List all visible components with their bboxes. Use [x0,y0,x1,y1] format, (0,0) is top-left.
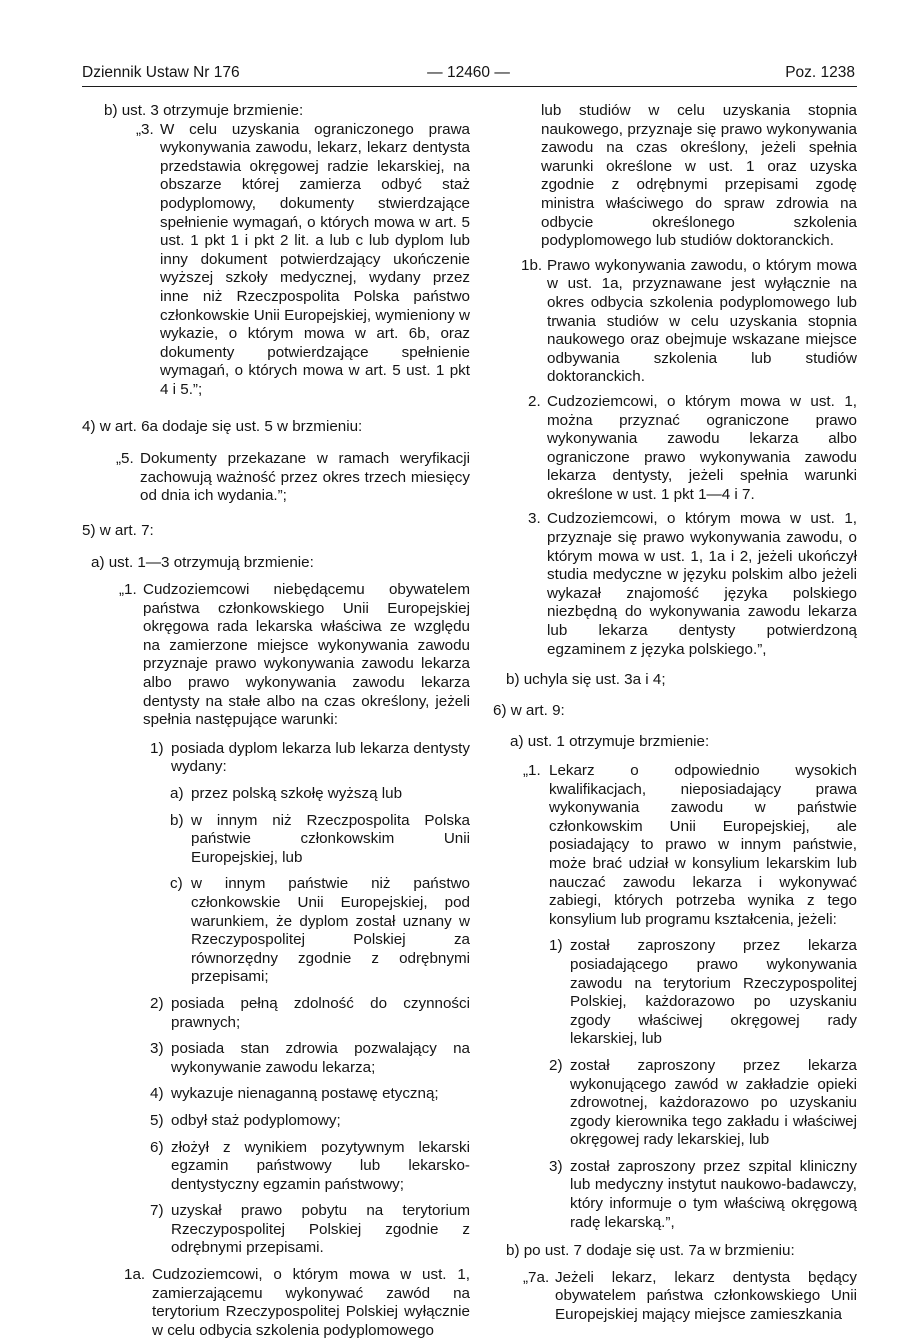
paragraph-text: został zaproszony przez lekarza wykonującego zawód w zakładzie opieki zdrowotnej, każdorazowo po uzyskaniu zgody kierownika tego zakładu i właściwej okręgowej rady lekarskiej, lub [570,1056,857,1149]
paragraph-label: „3. [136,120,154,138]
paragraph-q3r [528,510,857,659]
paragraph-label: 2) [150,994,164,1012]
paragraph-text: złożył z wynikiem pozytywnym lekarski egzamin państwowy lub lekarsko-dentystyczny egzamin państwowy; [171,1138,470,1193]
paragraph-text: Cudzoziemcowi niebędącemu obywatelem państwa członkowskiego Unii Europejskiej okręgowa rada lekarska właściwa ze względu na zamierzone miejsce wykonywania zawodu przyznaje prawo wykonywania zawodu lekarza albo prawo wykonywania zawodu lekarza dentysty na stałe albo na czas określony, jeżeli spełnia następujące warunki: [143,581,470,729]
paragraph-c1c [170,875,470,987]
paragraph-text: uzyskał prawo pobytu na terytorium Rzeczypospolitej Polskiej zgodnie z odrębnymi przepisami. [171,1202,470,1257]
paragraph-text: został zaproszony przez szpital kliniczny lub medyczny instytut naukowo-badawczy, który informuje o tym właściwą okręgową radę lekarską.”, [570,1157,857,1231]
paragraph-label: 1b. [521,256,543,274]
paragraph-b7a [506,1242,857,1261]
paragraph-q2 [528,393,857,505]
paragraph-q5 [116,450,470,506]
paragraph-q91 [523,762,857,929]
paragraph-text: w innym państwie niż państwo członkowskie Unii Europejskiej, pod warunkiem, że dyplom został uznany w Rzeczypospolitej Polskiej za równorzędny zgodnie z odrębnymi przepisami; [191,875,470,986]
paragraph-text: 5) w art. 7: [82,521,154,539]
paragraph-text: a) ust. 1—3 otrzymują brzmienie: [91,554,314,572]
paragraph-d1 [549,937,857,1049]
paragraph-label: „7a. [523,1268,550,1286]
paragraph-text: w innym niż Rzeczpospolita Polska państwie członkowskim Unii Europejskiej, lub [191,811,470,866]
paragraph-c1 [150,740,470,777]
right-column [493,102,857,1325]
paragraph-label: „1. [119,581,137,599]
paragraph-p4 [82,418,470,437]
paragraph-b3 [104,102,470,121]
paragraph-text: Cudzoziemcowi, o którym mowa w ust. 1, przyznaje się prawo wykonywania zawodu, o którym mowa w ust. 1, 1a i 2, jeżeli ukończył studia medyczne w języku polskim albo jeżeli wykazał znajomość języka polskiego niezbędną do wykonywania zawodu lekarza lub lekarza dentysty potwierdzoną egzaminem z języka polskiego.”, [547,510,857,658]
page-header [82,64,855,86]
paragraph-bu [506,671,857,690]
paragraph-c1b [170,812,470,868]
paragraph-label: 5) [150,1111,164,1129]
paragraph-label: a) [170,785,184,802]
paragraph-text: przez polską szkołę wyższą lub [191,785,403,802]
paragraph-text: Cudzoziemcowi, o którym mowa w ust. 1, można przyznać ograniczone prawo wykonywania zawodu lekarza albo ograniczone prawo wykonywania zawodu lekarza dentysty, jeżeli spełnia warunki określone w ust. 1 pkt 1—4 i 7. [547,392,857,503]
paragraph-text: 6) w art. 9: [493,701,565,719]
paragraph-text: Jeżeli lekarz, lekarz dentysta będący obywatelem państwa członkowskiego Unii Europejskiej mający miejsce zamieszkania [555,1268,857,1324]
paragraph-label: 1) [549,937,563,955]
page-number: — 12460 — [427,64,510,81]
paragraph-d3 [549,1158,857,1232]
paragraph-q1 [119,581,470,730]
paragraph-text: posiada stan zdrowia pozwalający na wykonywanie zawodu lekarza; [171,1040,470,1076]
paragraph-text: b) uchyla się ust. 3a i 4; [506,671,666,689]
left-column [82,102,470,1340]
header-rule [82,86,857,87]
paragraph-text: 4) w art. 6a dodaje się ust. 5 w brzmieniu: [82,417,363,435]
paragraph-label: „1. [523,762,541,779]
paragraph-text: b) po ust. 7 dodaje się ust. 7a w brzmieniu: [506,1242,795,1260]
paragraph-text: lub studiów w celu uzyskania stopnia naukowego, przyznaje się prawo wykonywania zawodu na czas określony, jeżeli spełnia warunki określone w ust. 1 oraz uzyska zgodnie z odrębnymi przepisami zgodę ministra właściwego do spraw zdrowia na odbycie określonego szkolenia podyplomowego lub studiów doktoranckich. [541,102,857,250]
paragraph-text: został zaproszony przez lekarza posiadającego prawo wykonywania zawodu na terytorium Rzeczypospolitej Polskiej, każdorazowo po uzyskaniu zgody właściwej okręgowej rady lekarskiej, lub [570,937,857,1048]
paragraph-text: b) ust. 3 otrzymuje brzmienie: [104,102,304,119]
paragraph-p6 [493,702,857,721]
paragraph-text: posiada dyplom lekarza lub lekarza dentysty wydany: [171,739,470,776]
paragraph-label: 3. [528,510,541,528]
paragraph-label: 6) [150,1138,164,1156]
paragraph-c6 [150,1139,470,1195]
paragraph-text: wykazuje nienaganną postawę etyczną; [171,1085,439,1103]
paragraph-q7a [523,1269,857,1325]
paragraph-c4 [150,1085,470,1104]
paragraph-q1a [124,1266,470,1340]
paragraph-d2 [549,1057,857,1150]
paragraph-c5 [150,1112,470,1131]
paragraph-text: Lekarz o odpowiednio wysokich kwalifikacjach, nieposiadający prawa wykonywania zawodu w państwie członkowskim Unii Europejskiej, ale posiadający to prawo w innym państwie, może brać udział w konsylium lekarskim lub nauczać zawodu lekarza i wykonywać zabiegi, których potrzeba wynika z tego konsylium lub programu kształcenia, jeżeli: [549,762,857,928]
paragraph-label: „5. [116,450,134,468]
paragraph-label: 3) [549,1157,563,1175]
paragraph-c1a [170,785,470,804]
paragraph-p5a [91,554,470,573]
paragraph-r0 [541,102,857,251]
paragraph-label: 2) [549,1056,563,1074]
paragraph-label: 1a. [124,1266,146,1284]
paragraph-label: 7) [150,1202,164,1220]
paragraph-text: a) ust. 1 otrzymuje brzmienie: [510,733,710,751]
paragraph-text: Cudzoziemcowi, o którym mowa w ust. 1, zamierzającemu wykonywać zawód na terytorium Rzeczypospolitej Polskiej wyłącznie w celu odbycia szkolenia podyplomowego [152,1266,470,1339]
position-number: Poz. 1238 [785,64,855,81]
paragraph-text: W celu uzyskania ograniczonego prawa wykonywania zawodu, lekarz, lekarz dentysta przedstawia okręgowej radzie lekarskiej, na obszarze której zamierza odbyć staż podyplomowy, dokumenty stwierdzające spełnienie wymagań, o których mowa w art. 5 ust. 1 pkt 1 i pkt 2 lit. a lub c lub dyplom lub inny dokument potwierdzający ukończenie wyższej szkoły medycznej, wydany przez inne niż Rzeczpospolita Polska państwo członkowskie Unii Europejskiej, wymieniony w wykazie, o którym mowa w art. 6b, oraz dokumenty potwierdzające spełnienie wymagań, o których mowa w art. 5 ust. 1 pkt 4 i 5.”; [160,120,470,398]
paragraph-q3 [136,121,470,400]
paragraph-label: 4) [150,1085,164,1103]
paragraph-label: 2. [528,392,541,410]
paragraph-label: c) [170,875,183,893]
paragraph-label: 1) [150,739,164,757]
paragraph-p6a [510,733,857,752]
paragraph-text: posiada pełną zdolność do czynności prawnych; [171,994,470,1031]
paragraph-label: 3) [150,1040,164,1058]
paragraph-text: Prawo wykonywania zawodu, o którym mowa w ust. 1a, przyznawane jest wyłącznie na okres odbycia szkolenia podyplomowego lub trwania studiów w celu uzyskania stopnia naukowego oraz obejmuje wskazane miejsce odbywania szkolenia lub studiów doktoranckich. [547,256,857,386]
paragraph-c2 [150,995,470,1032]
journal-title: Dziennik Ustaw Nr 176 [82,64,240,81]
paragraph-q1b [521,257,857,387]
paragraph-p5 [82,522,470,541]
paragraph-text: Dokumenty przekazane w ramach weryfikacji zachowują ważność przez okres trzech miesięcy od dnia ich wydania.”; [140,450,470,505]
paragraph-text: odbył staż podyplomowy; [171,1111,341,1129]
paragraph-c7 [150,1202,470,1258]
paragraph-c3 [150,1040,470,1077]
paragraph-label: b) [170,811,184,829]
